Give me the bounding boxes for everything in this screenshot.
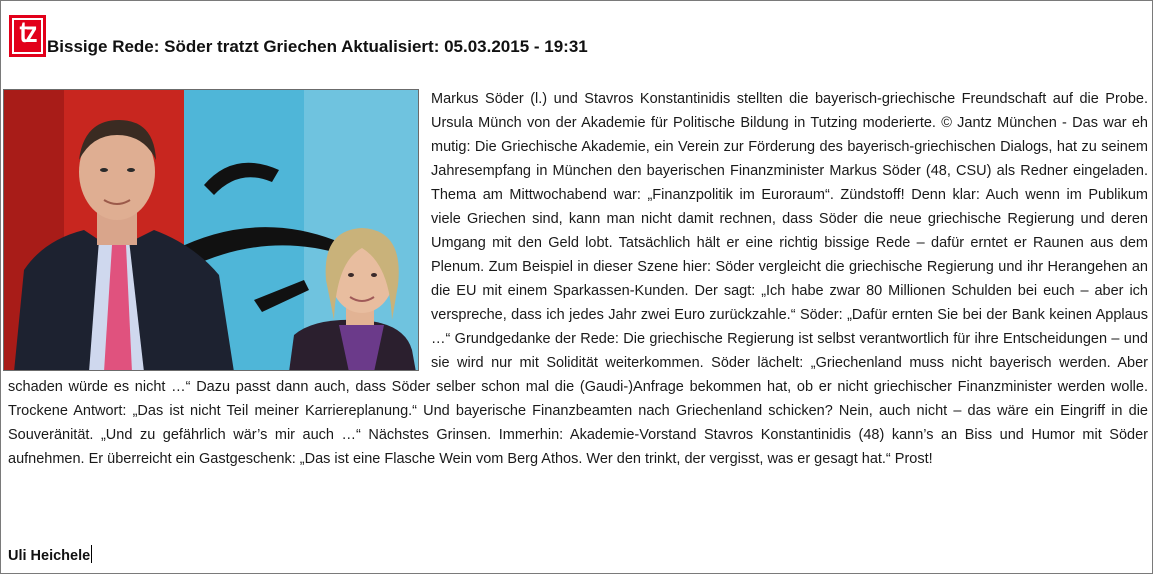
- article-text: Markus Söder (l.) und Stavros Konstantinidis stellten die bayerisch-griechische Freundschaft auf die Probe. Ursula Münch von der Akademie für Politische Bildung in Tutzing moderierte. © Jantz München - Das war eh mutig: Die Griechische Akademie, ein Verein zur Förderung des bayerisch-griechischen Dialogs, hat zu seinem Jahresempfang in München den bayerischen Finanzminister Markus Söder (48, CSU) als Redner eingeladen. Thema am Mittwochabend war: „Finanzpolitik im Euroraum“. Zündstoff! Denn klar: Auch wenn im Publikum viele Griechen sind, kann man nicht damit rechnen, dass Söder die neue griechische Regierung und deren Umgang mit den Geld lobt. Tatsächlich hält er eine richtig bissige Rede – dafür erntet er Raunen aus dem Plenum. Zum Beispiel in dieser Szene hier: Söder vergleicht die griechische Regierung und ihr Herangehen an die EU mit einem Sparkassen-Kunden. Der sagt: „Ich habe zwar 80 Millionen Schulden bei euch – aber ich verspreche, dass ich jedes Jahr zwei Euro zurückzahle.“ Söder: „Dafür ernten Sie bei der Bank keinen Applaus …“ Grundgedanke der Rede: Die griechische Regierung ist selbst verantwortlich für ihre Entscheidungen – und sie wird nur mit Solidität weiterkommen. Söder lächelt: „Griechenland muss nicht bayerisch werden. Aber schaden würde es nicht …“ Dazu passt dann auch, dass Söder selber schon mal die (Gaudi-)Anfrage bekommen hat, ob er nicht griechischer Finanzminister werden wolle. Trockene Antwort: „Das ist nicht Teil meiner Karriereplanung.“ Und bayerische Finanzbeamten nach Griechenland schicken? Nein, auch nicht – das wäre ein Eingriff in die Souveränität. „Und zu gefährlich wär’s mir auch …“ Nächstes Grinsen. Immerhin: Akademie-Vorstand Stavros Konstantinidis (48) kann’s an Biss und Humor mit Söder aufnehmen. Er überreicht ein Gastgeschenk: „Das ist eine Flasche Wein vom Berg Athos. Wer den trinkt, der vergisst, was er gesagt hat.“ Prost!: [8, 91, 1148, 467]
- photo-illustration: [4, 90, 419, 371]
- article-body: [8, 87, 1148, 471]
- title-row: [9, 15, 588, 57]
- author-line[interactable]: [8, 545, 92, 564]
- article-photo: [3, 89, 419, 371]
- headline: Bissige Rede: Söder tratzt Griechen Aktualisiert: 05.03.2015 - 19:31: [47, 37, 588, 56]
- text-cursor: [91, 545, 92, 563]
- author-name: Uli Heichele: [8, 548, 91, 564]
- tz-logo: [9, 15, 46, 57]
- logo-text: tz: [19, 15, 36, 50]
